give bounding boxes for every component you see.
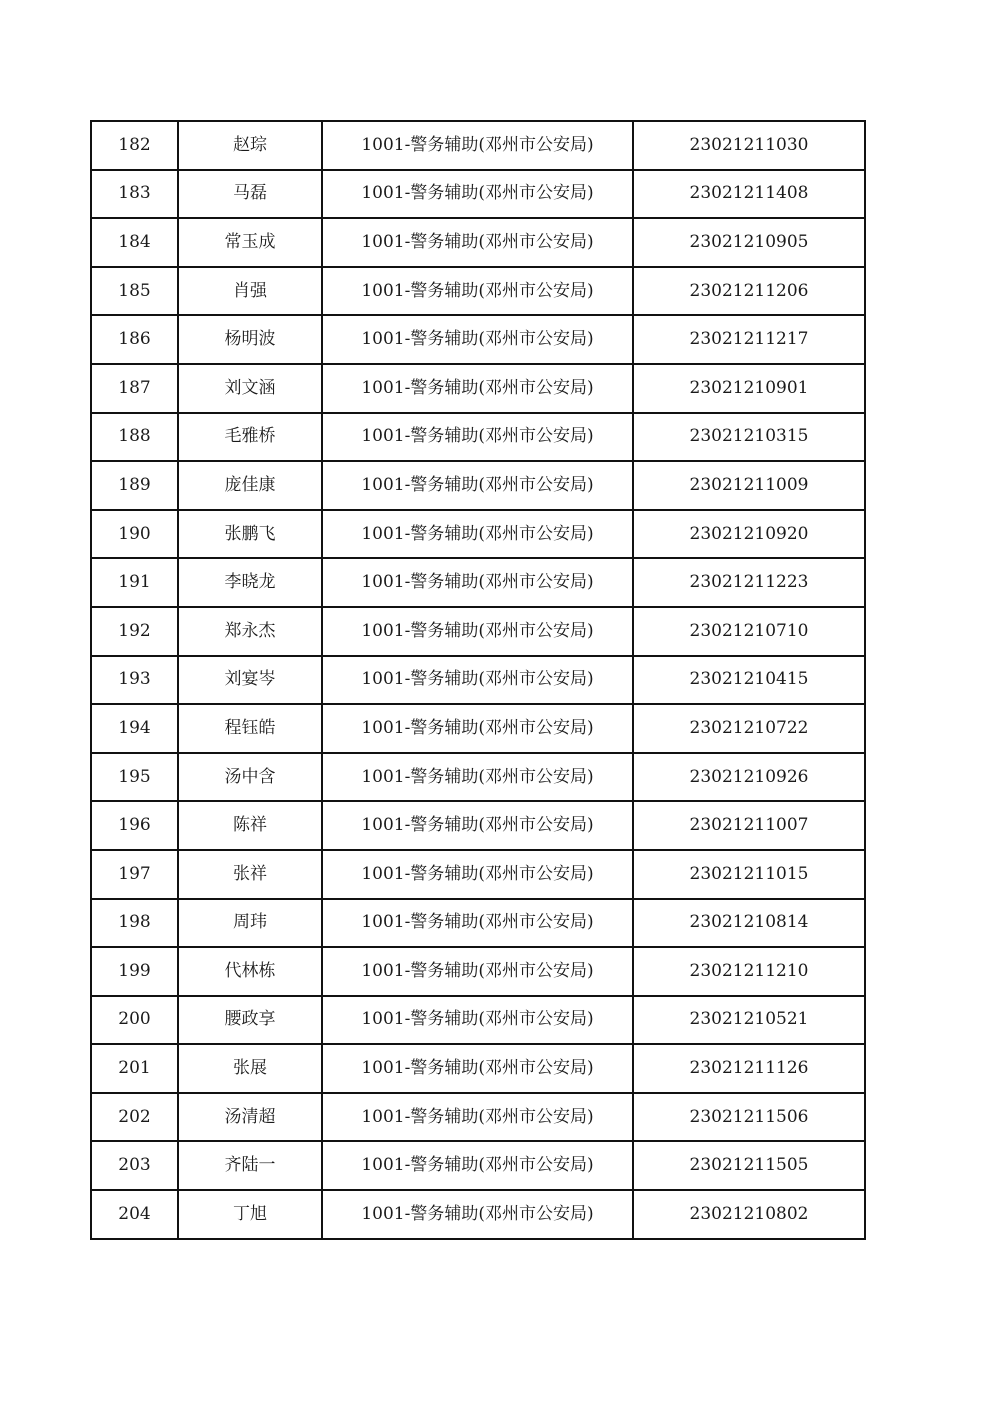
seq-cell: 194 (91, 704, 178, 753)
ticket-cell: 23021210521 (633, 996, 865, 1045)
ticket-cell: 23021211505 (633, 1141, 865, 1190)
name-cell: 肖强 (178, 267, 322, 316)
seq-cell: 201 (91, 1044, 178, 1093)
name-cell: 丁旭 (178, 1190, 322, 1239)
position-cell: 1001-警务辅助(邓州市公安局) (322, 315, 633, 364)
table-row (91, 218, 865, 267)
seq-cell: 190 (91, 510, 178, 559)
position-cell: 1001-警务辅助(邓州市公安局) (322, 947, 633, 996)
position-cell: 1001-警务辅助(邓州市公安局) (322, 704, 633, 753)
ticket-cell: 23021210802 (633, 1190, 865, 1239)
ticket-cell: 23021211009 (633, 461, 865, 510)
seq-cell: 198 (91, 899, 178, 948)
seq-cell: 196 (91, 801, 178, 850)
ticket-cell: 23021210415 (633, 656, 865, 705)
ticket-cell: 23021211408 (633, 170, 865, 219)
ticket-cell: 23021210814 (633, 899, 865, 948)
name-cell: 毛雅桥 (178, 413, 322, 462)
seq-cell: 191 (91, 558, 178, 607)
position-cell: 1001-警务辅助(邓州市公安局) (322, 656, 633, 705)
name-cell: 常玉成 (178, 218, 322, 267)
table-row (91, 1093, 865, 1142)
seq-cell: 192 (91, 607, 178, 656)
seq-cell: 203 (91, 1141, 178, 1190)
roster-table-body (91, 121, 865, 1239)
position-cell: 1001-警务辅助(邓州市公安局) (322, 1190, 633, 1239)
ticket-cell: 23021210722 (633, 704, 865, 753)
table-row (91, 315, 865, 364)
name-cell: 汤中含 (178, 753, 322, 802)
seq-cell: 195 (91, 753, 178, 802)
table-row (91, 267, 865, 316)
table-row (91, 1190, 865, 1239)
table-row (91, 1044, 865, 1093)
seq-cell: 202 (91, 1093, 178, 1142)
ticket-cell: 23021210920 (633, 510, 865, 559)
table-row (91, 461, 865, 510)
ticket-cell: 23021210926 (633, 753, 865, 802)
position-cell: 1001-警务辅助(邓州市公安局) (322, 218, 633, 267)
seq-cell: 187 (91, 364, 178, 413)
seq-cell: 204 (91, 1190, 178, 1239)
seq-cell: 186 (91, 315, 178, 364)
table-row (91, 704, 865, 753)
name-cell: 张鹏飞 (178, 510, 322, 559)
seq-cell: 200 (91, 996, 178, 1045)
table-row (91, 947, 865, 996)
ticket-cell: 23021211506 (633, 1093, 865, 1142)
position-cell: 1001-警务辅助(邓州市公安局) (322, 1093, 633, 1142)
seq-cell: 183 (91, 170, 178, 219)
name-cell: 刘文涵 (178, 364, 322, 413)
ticket-cell: 23021211007 (633, 801, 865, 850)
table-row (91, 753, 865, 802)
position-cell: 1001-警务辅助(邓州市公安局) (322, 1141, 633, 1190)
table-row (91, 510, 865, 559)
position-cell: 1001-警务辅助(邓州市公安局) (322, 996, 633, 1045)
name-cell: 杨明波 (178, 315, 322, 364)
table-row (91, 413, 865, 462)
position-cell: 1001-警务辅助(邓州市公安局) (322, 607, 633, 656)
seq-cell: 185 (91, 267, 178, 316)
position-cell: 1001-警务辅助(邓州市公安局) (322, 801, 633, 850)
name-cell: 齐陆一 (178, 1141, 322, 1190)
position-cell: 1001-警务辅助(邓州市公安局) (322, 753, 633, 802)
name-cell: 赵琮 (178, 121, 322, 170)
position-cell: 1001-警务辅助(邓州市公安局) (322, 461, 633, 510)
seq-cell: 182 (91, 121, 178, 170)
position-cell: 1001-警务辅助(邓州市公安局) (322, 267, 633, 316)
name-cell: 庞佳康 (178, 461, 322, 510)
table-row (91, 801, 865, 850)
position-cell: 1001-警务辅助(邓州市公安局) (322, 170, 633, 219)
seq-cell: 199 (91, 947, 178, 996)
ticket-cell: 23021211210 (633, 947, 865, 996)
table-row (91, 850, 865, 899)
table-row (91, 364, 865, 413)
table-row (91, 899, 865, 948)
name-cell: 郑永杰 (178, 607, 322, 656)
ticket-cell: 23021210905 (633, 218, 865, 267)
name-cell: 张展 (178, 1044, 322, 1093)
table-row (91, 607, 865, 656)
table-row (91, 656, 865, 705)
ticket-cell: 23021211217 (633, 315, 865, 364)
roster-table (90, 120, 866, 1240)
table-row (91, 558, 865, 607)
seq-cell: 193 (91, 656, 178, 705)
name-cell: 张祥 (178, 850, 322, 899)
position-cell: 1001-警务辅助(邓州市公安局) (322, 1044, 633, 1093)
ticket-cell: 23021210710 (633, 607, 865, 656)
seq-cell: 189 (91, 461, 178, 510)
name-cell: 代林栋 (178, 947, 322, 996)
name-cell: 程钰皓 (178, 704, 322, 753)
seq-cell: 188 (91, 413, 178, 462)
ticket-cell: 23021210315 (633, 413, 865, 462)
position-cell: 1001-警务辅助(邓州市公安局) (322, 510, 633, 559)
table-row (91, 170, 865, 219)
name-cell: 刘宴岑 (178, 656, 322, 705)
name-cell: 陈祥 (178, 801, 322, 850)
ticket-cell: 23021211126 (633, 1044, 865, 1093)
name-cell: 汤清超 (178, 1093, 322, 1142)
position-cell: 1001-警务辅助(邓州市公安局) (322, 850, 633, 899)
position-cell: 1001-警务辅助(邓州市公安局) (322, 899, 633, 948)
seq-cell: 197 (91, 850, 178, 899)
name-cell: 周玮 (178, 899, 322, 948)
position-cell: 1001-警务辅助(邓州市公安局) (322, 364, 633, 413)
position-cell: 1001-警务辅助(邓州市公安局) (322, 558, 633, 607)
table-row (91, 1141, 865, 1190)
position-cell: 1001-警务辅助(邓州市公安局) (322, 413, 633, 462)
table-row (91, 996, 865, 1045)
ticket-cell: 23021211206 (633, 267, 865, 316)
table-row (91, 121, 865, 170)
seq-cell: 184 (91, 218, 178, 267)
ticket-cell: 23021211015 (633, 850, 865, 899)
name-cell: 李晓龙 (178, 558, 322, 607)
position-cell: 1001-警务辅助(邓州市公安局) (322, 121, 633, 170)
name-cell: 马磊 (178, 170, 322, 219)
ticket-cell: 23021211030 (633, 121, 865, 170)
ticket-cell: 23021211223 (633, 558, 865, 607)
ticket-cell: 23021210901 (633, 364, 865, 413)
name-cell: 腰政享 (178, 996, 322, 1045)
